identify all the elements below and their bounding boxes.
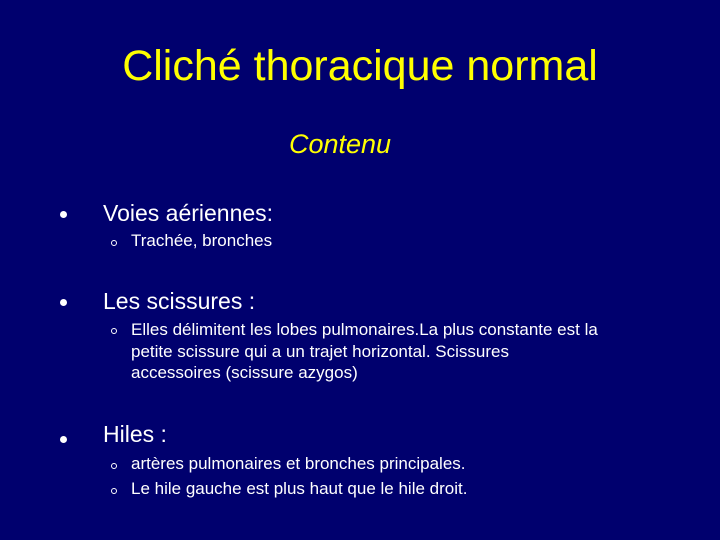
slide-title: Cliché thoracique normal	[122, 42, 598, 90]
section-item: Elles délimitent les lobes pulmonaires.La plus constante est la petite scissure qui a un trajet horizontal. Scissures accessoires (scissure azygos)	[131, 320, 598, 382]
bullet-dot-icon	[60, 436, 67, 443]
sub-bullet-icon	[111, 328, 117, 334]
section-item: artères pulmonaires et bronches principales.	[131, 454, 466, 473]
sub-bullet-icon	[111, 240, 117, 246]
section-label-hiles: Hiles :	[103, 421, 167, 447]
sub-bullet-icon	[111, 488, 117, 494]
section-label-scissures: Les scissures :	[103, 288, 256, 314]
section-item: Trachée, bronches	[131, 231, 273, 250]
bullet-dot-icon	[60, 299, 67, 306]
sub-bullet-icon	[111, 463, 117, 469]
section-item: Le hile gauche est plus haut que le hile droit.	[131, 479, 468, 498]
bullet-dot-icon	[60, 211, 67, 218]
section-label-voies: Voies aériennes:	[103, 200, 274, 226]
slide-subtitle: Contenu	[288, 129, 392, 159]
